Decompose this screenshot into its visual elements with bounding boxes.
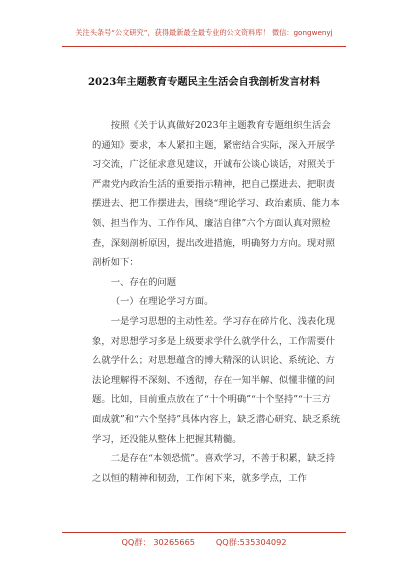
footer-divider (62, 532, 346, 533)
footer-contact-note: QQ群： 30265665 QQ群:535304092 (121, 537, 287, 547)
document-title: 2023年主题教育专题民主生活会自我剖析发言材料 (87, 76, 321, 88)
intro-paragraph: 按照《关于认真做好2023年主题教育专题组织生活会的通知》要求，本人紧扣主题，紧密结合实际，深入开展学习交流，广泛征求意见建议，开诚布公谈心谈话，对照关于严肃党内政治生活的重要指示精神，把自己摆进去、把职责摆进去、把工作摆进去，围绕“理论学习、政治素质、能力本领、担当作为、工作作风、廉洁自律”六个方面认真对照检查，深刻剖析原因，提出改进措施，明确努力方向。现对照剖析如下： (92, 120, 340, 269)
header-divider (62, 46, 346, 47)
header-promo-note: 关注头条号“公文研究”，获得最新最全最专业的公文资料库！ 微信：gongwenyj (75, 28, 333, 37)
subsection-heading: （一）在理论学习方面。 (110, 296, 214, 308)
document-body (92, 116, 340, 488)
body-paragraph: 二是存在“本领恐慌”。喜欢学习，不善于积累，缺乏持之以恒的精神和韧劲，工作闲下来，就多学点，工作 (92, 453, 336, 484)
section-heading: 一、存在的问题 (110, 276, 177, 288)
body-paragraph: 一是学习思想的主动性差。学习存在碎片化、浅表化现象，对思想学习多是上级要求学什么就学什么，工作需要什么就学什么；对思想蕴含的博大精深的认识论、系统论、方法论理解得不深刻、不透彻，存在一知半解、似懂非懂的问题。比如，目前重点放在了“十个明确”“十个坚持”“十三方面成就”和“六个坚持”具体内容上，缺乏潜心研究、缺乏系统学习，还没能从整体上把握其精髓。 (92, 315, 340, 445)
